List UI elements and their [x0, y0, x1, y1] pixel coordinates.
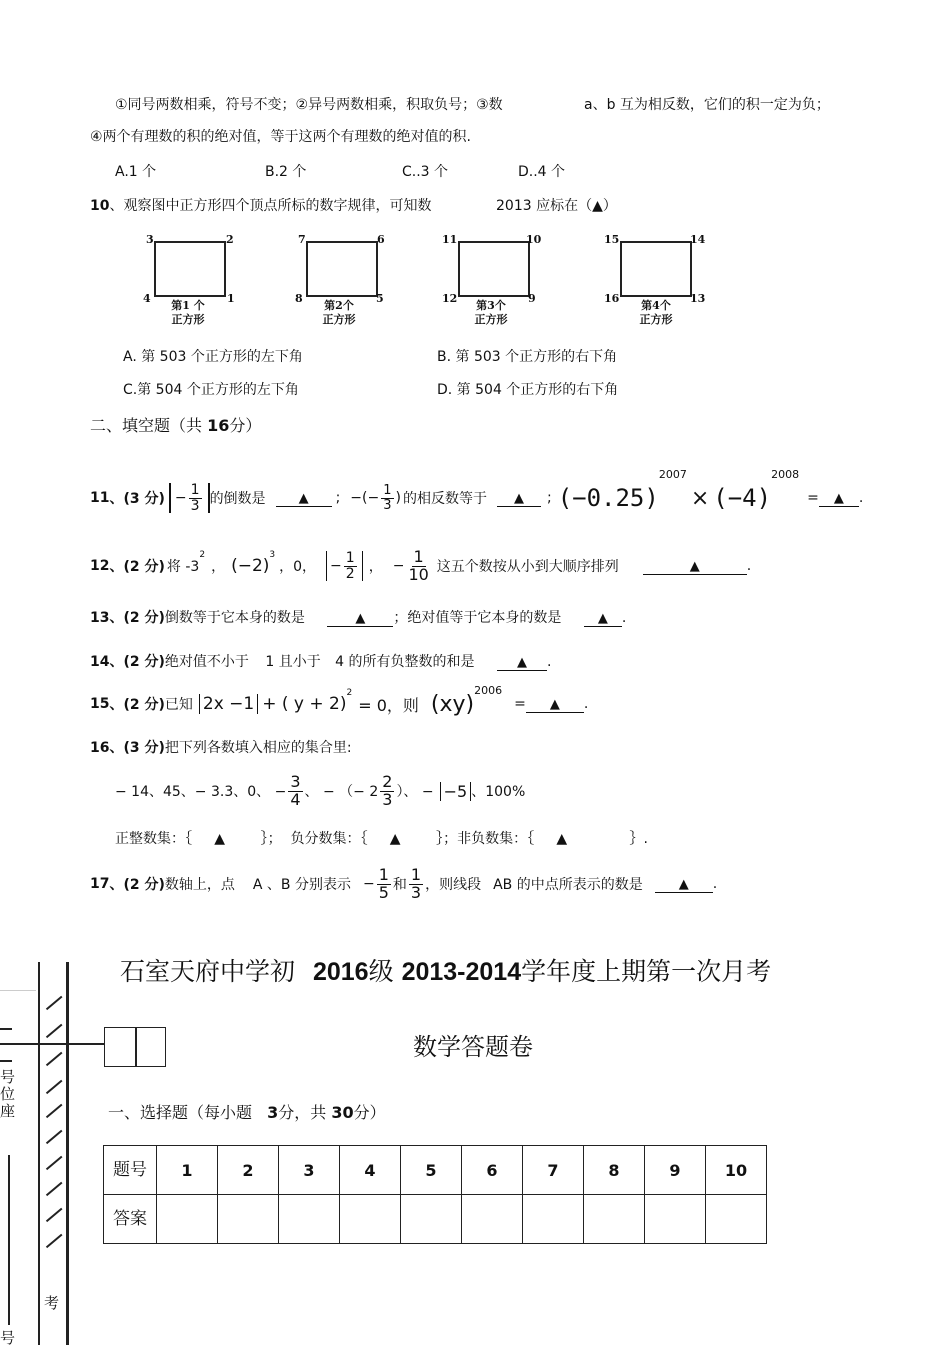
question-number-cell: 3	[279, 1146, 340, 1195]
q10-option-d: D. 第 504 个正方形的右下角	[437, 382, 619, 398]
vertex-label: 10	[526, 233, 542, 246]
q9-option-b: B.2 个	[265, 164, 307, 180]
square-caption: 第1 个 正方形	[171, 299, 205, 326]
q15: 15 、 (2 分) 已知 2x −1 + ( y + 2) $^2$ = 0，则 (xy) $^{2006}$ = ▲ .	[90, 684, 589, 717]
vertex-label: 4	[143, 292, 151, 305]
side-label-kao: 考	[44, 1294, 60, 1312]
vertex-label: 6	[377, 233, 385, 246]
square-shape	[620, 241, 692, 297]
question-number-cell: 8	[584, 1146, 645, 1195]
question-number-cell: 10	[706, 1146, 767, 1195]
square-shape	[154, 241, 226, 297]
answer-cell[interactable]	[584, 1195, 645, 1244]
q10-number: 10	[90, 198, 110, 214]
q11: 11 、 (3 分) − $\frac{1}{3}$ 的倒数是 ▲ ; −(− $\frac{1}{3}$ ) 的相反数等于 ▲ ; (−0.25) 2007 × (−4) 2008 = ▲ .	[90, 468, 864, 514]
square-shape	[306, 241, 378, 297]
answer-cell[interactable]	[340, 1195, 401, 1244]
answer-cell[interactable]	[706, 1195, 767, 1244]
q10-text2: 2013 应标在（▲）	[496, 198, 617, 214]
sheet-section-1: 一、选择题（每小题 3分，共 30分）	[108, 1103, 386, 1122]
section-2-heading: 二、填空题（共 16分）	[90, 416, 262, 435]
answer-blank[interactable]: ▲	[327, 610, 393, 627]
seat-number-box[interactable]	[104, 1027, 166, 1067]
sheet-title: 石室天府中学初 2016级 2013-2014学年度上期第一次月考	[120, 957, 772, 986]
q10-text: 、观察图中正方形四个顶点所标的数字规律，可知数	[109, 198, 432, 214]
q14: 14、(2 分)绝对值不小于 1 且小于 4 的所有负整数的和是 ▲ .	[90, 654, 552, 670]
vertex-label: 9	[528, 292, 536, 305]
answer-cell[interactable]	[645, 1195, 706, 1244]
side-label-zuo: 座	[0, 1102, 16, 1120]
answer-cell[interactable]	[157, 1195, 218, 1244]
row-header-answer: 答案	[104, 1195, 157, 1244]
square-caption: 第4个 正方形	[639, 299, 673, 326]
q16-stem: 16、(3 分)把下列各数填入相应的集合里:	[90, 740, 352, 756]
abs-value: 2x −1	[199, 694, 258, 714]
vertex-label: 11	[442, 233, 458, 246]
vertex-label: 13	[690, 292, 706, 305]
answer-blank[interactable]: ▲	[497, 490, 541, 507]
q11-number: 11	[90, 490, 110, 506]
answer-blank[interactable]: ▲	[497, 654, 547, 671]
answer-blank[interactable]: ▲	[643, 558, 747, 575]
q9-line2: ④两个有理数的积的绝对值，等于这两个有理数的绝对值的积.	[90, 129, 471, 145]
sheet-subtitle: 数学答题卷	[413, 1033, 533, 1061]
vertex-label: 5	[376, 292, 384, 305]
vertex-label: 7	[298, 233, 306, 246]
question-number-cell: 2	[218, 1146, 279, 1195]
answer-cell[interactable]	[462, 1195, 523, 1244]
q9-option-a: A.1 个	[115, 164, 157, 180]
answer-blank[interactable]: ▲	[276, 490, 332, 507]
q9-option-c: C..3 个	[402, 164, 449, 180]
vertex-label: 12	[442, 292, 458, 305]
q11-score: (3 分)	[123, 491, 165, 507]
question-number-cell: 1	[157, 1146, 218, 1195]
answer-cell[interactable]	[218, 1195, 279, 1244]
q16-numbers: − 14、45、− 3.3、0、 − $\frac{3}{4}$ 、 − （− 2 $\frac{2}{3}$ ）、 − −5 、100%	[115, 771, 526, 809]
power-expression-2: (−4)	[713, 484, 772, 512]
question-number-cell: 9	[645, 1146, 706, 1195]
abs-value: − $\frac{1}{3}$	[169, 483, 210, 513]
q10-option-c: C.第 504 个正方形的左下角	[123, 382, 299, 398]
q9-line1b: a、b 互为相反数，它们的积一定为负；	[584, 97, 830, 113]
q11-text1: 的倒数是	[209, 491, 266, 507]
answer-cell[interactable]	[401, 1195, 462, 1244]
side-label-hao: 号	[0, 1068, 16, 1086]
question-number-cell: 5	[401, 1146, 462, 1195]
vertex-label: 16	[604, 292, 620, 305]
q11-text2: 的相反数等于	[402, 491, 487, 507]
square-caption: 第3个 正方形	[474, 299, 508, 326]
q9-line1: ①同号两数相乘，符号不变；②异号两数相乘，积取负号；③数	[115, 97, 503, 113]
q10-option-a: A. 第 503 个正方形的左下角	[123, 349, 303, 365]
q17: 17 、 (2 分) 数轴上，点 A 、B 分别表示 − $\frac{1}{5}$ 和 $\frac{1}{3}$ ，则线段 AB 的中点所表示的数是 ▲ .	[90, 864, 718, 902]
answer-blank[interactable]: ▲	[655, 876, 713, 893]
q12: 12 、 (2 分) 将 -3 $^2$ ， (−2) $^3$ ，0， − $\frac{1}{2}$ ， − $\frac{1}{10}$ 这五个数按从小到大顺序排列 ▲ .	[90, 546, 752, 584]
question-number-cell: 6	[462, 1146, 523, 1195]
answer-blank[interactable]: ▲	[584, 610, 622, 627]
answer-table	[103, 1145, 767, 1244]
q9-option-d: D..4 个	[518, 164, 566, 180]
vertex-label: 2	[226, 233, 234, 246]
vertex-label: 1	[227, 292, 235, 305]
answer-cell[interactable]	[279, 1195, 340, 1244]
question-number-cell: 7	[523, 1146, 584, 1195]
table-row	[104, 1195, 767, 1244]
vertex-label: 3	[146, 233, 154, 246]
power-expression-1: (−0.25)	[557, 484, 659, 512]
answer-cell[interactable]	[523, 1195, 584, 1244]
square-shape	[458, 241, 530, 297]
answer-blank[interactable]: ▲	[819, 490, 859, 507]
q16-sets: 正整数集：｛ ▲ ｝； 负分数集：｛ ▲ ｝；非负数集：｛ ▲ ｝.	[115, 831, 648, 847]
vertex-label: 15	[604, 233, 620, 246]
square-caption: 第2个 正方形	[322, 299, 356, 326]
question-number-cell: 4	[340, 1146, 401, 1195]
vertex-label: 8	[295, 292, 303, 305]
row-header-number: 题号	[104, 1146, 157, 1195]
q10-stem	[90, 195, 431, 215]
side-label-hao-bottom: 号	[0, 1329, 16, 1347]
q10-option-b: B. 第 503 个正方形的右下角	[437, 349, 618, 365]
answer-blank[interactable]: ▲	[526, 696, 584, 713]
table-row	[104, 1146, 767, 1195]
abs-value: − $\frac{1}{2}$	[326, 551, 363, 581]
q13: 13、(2 分)倒数等于它本身的数是 ▲ ；绝对值等于它本身的数是 ▲ .	[90, 610, 627, 626]
abs-value: −5	[440, 782, 472, 801]
vertex-label: 14	[690, 233, 706, 246]
side-label-wei: 位	[0, 1085, 16, 1103]
